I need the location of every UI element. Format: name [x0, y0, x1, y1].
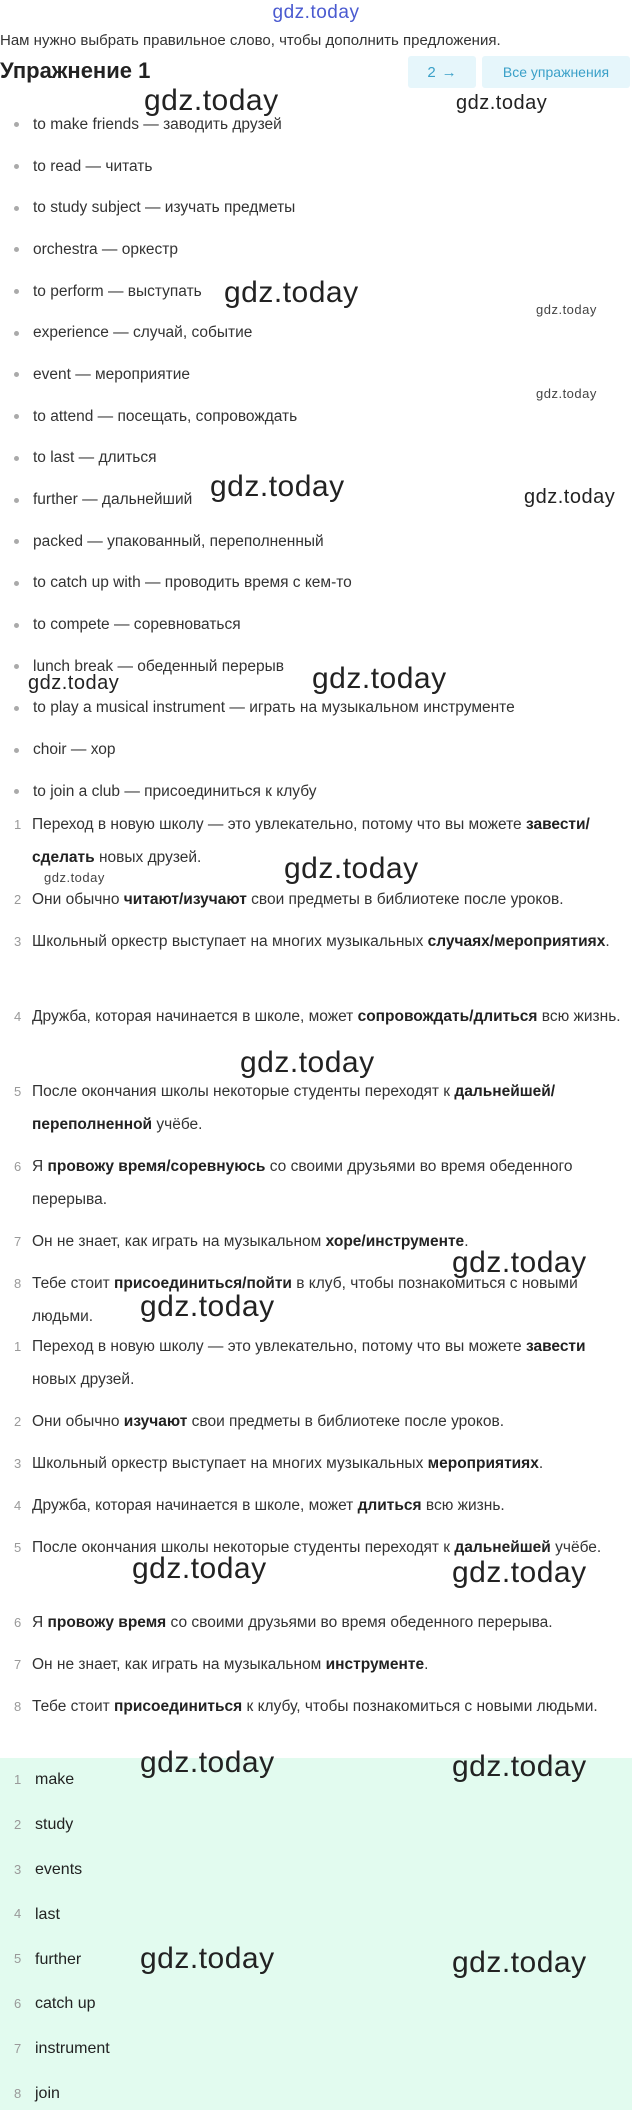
watermark: gdz.today: [132, 1552, 267, 1585]
list-item: [0, 187, 632, 229]
sentence-row: 7 Он не знает, как играть на музыкальном хоре/инструменте.: [0, 1225, 632, 1267]
watermark: gdz.today: [536, 386, 597, 401]
list-item: [0, 729, 632, 771]
exercise-header: [0, 56, 632, 90]
vocab-text: to join a club — присоединиться к клубу: [33, 782, 317, 800]
watermark: gdz.today: [452, 1556, 587, 1589]
answers-panel: [0, 1758, 632, 2110]
sentence-row: 3 Школьный оркестр выступает на многих музыкальных мероприятиях.: [0, 1447, 632, 1489]
key-word: провожу время: [47, 1614, 167, 1631]
item-number: 8: [14, 2085, 22, 2101]
watermark: gdz.today: [452, 1946, 587, 1979]
item-number: 4: [14, 1498, 22, 1513]
bullet-icon: [14, 456, 19, 461]
answer-row: [0, 1803, 632, 1848]
key-word: длиться: [357, 1497, 422, 1514]
sentence-row: 4 Дружба, которая начинается в школе, может длиться всю жизнь.: [0, 1489, 632, 1531]
key-word: дальнейшей: [454, 1539, 551, 1556]
sentence-row: 7 Он не знает, как играть на музыкальном инструменте.: [0, 1648, 632, 1690]
bullet-icon: [14, 289, 19, 294]
watermark: gdz.today: [536, 302, 597, 317]
item-number: 7: [14, 2040, 22, 2056]
key-word: сопровождать/длиться: [357, 1008, 538, 1025]
bullet-icon: [14, 122, 19, 127]
answer-text: study: [35, 1816, 74, 1834]
item-number: 6: [14, 1615, 22, 1630]
page-title: Упражнение 1: [0, 58, 151, 83]
answer-row: [0, 1848, 632, 1893]
watermark: gdz.today: [44, 870, 105, 885]
bullet-icon: [14, 748, 19, 753]
vocabulary-list: [0, 104, 632, 813]
next-exercise-label: 2: [427, 63, 436, 81]
item-number: 2: [14, 892, 22, 907]
watermark: gdz.today: [452, 1750, 587, 1783]
bullet-icon: [14, 247, 19, 252]
bullet-icon: [14, 623, 19, 628]
watermark: gdz.today: [140, 1290, 275, 1323]
bullet-icon: [14, 164, 19, 169]
item-number: 7: [14, 1657, 22, 1672]
key-word: завести: [525, 1338, 586, 1355]
bullet-icon: [14, 498, 19, 503]
key-word: мероприятиях: [427, 1455, 539, 1472]
arrow-right-icon: →: [441, 63, 457, 81]
answer-row: [0, 2072, 632, 2116]
list-item: [0, 563, 632, 605]
watermark: gdz.today: [140, 1746, 275, 1779]
sentence-row: 2 Они обычно изучают свои предметы в библиотеке после уроков.: [0, 1405, 632, 1447]
watermark: gdz.today: [524, 486, 616, 508]
sentence-row: 2 Они обычно читают/изучают свои предметы в библиотеке после уроков.: [0, 883, 632, 925]
task-intro: Нам нужно выбрать правильное слово, чтобы дополнить предложения.: [0, 32, 501, 49]
key-word: присоединиться/пойти: [114, 1275, 292, 1292]
item-number: 3: [14, 1456, 22, 1471]
item-number: 3: [14, 934, 22, 949]
item-number: 1: [14, 817, 22, 832]
bullet-icon: [14, 206, 19, 211]
site-logo[interactable]: gdz.today: [272, 2, 360, 23]
answer-text: join: [35, 2084, 60, 2102]
vocab-text: further — дальнейший: [33, 491, 193, 509]
item-number: 8: [14, 1276, 22, 1291]
vocab-text: experience — случай, событие: [33, 324, 253, 342]
vocab-text: to read — читать: [33, 157, 153, 175]
item-number: 3: [14, 1861, 22, 1877]
next-exercise-button[interactable]: [408, 56, 476, 88]
key-word: дальнейшей/переполненной: [32, 1083, 556, 1133]
item-number: 2: [14, 1816, 22, 1832]
vocab-text: to perform — выступать: [33, 282, 202, 300]
vocab-text: to attend — посещать, сопровождать: [33, 407, 298, 425]
item-number: 1: [14, 1339, 22, 1354]
vocab-text: choir — хор: [33, 741, 116, 759]
sentence-row: 1 Переход в новую школу — это увлекательно, потому что вы можете завести/сделать новых друзей.: [0, 808, 632, 883]
answer-row: [0, 2027, 632, 2072]
answer-text: events: [35, 1860, 83, 1878]
bullet-icon: [14, 372, 19, 377]
answer-row: [0, 1892, 632, 1937]
sentence-row: 3 Школьный оркестр выступает на многих музыкальных случаях/мероприятиях.: [0, 925, 632, 1000]
key-word: завести/сделать: [32, 816, 590, 866]
sentence-row: 5 После окончания школы некоторые студенты переходят к дальнейшей/переполненной учёбе.: [0, 1075, 632, 1150]
vocab-text: event — мероприятие: [33, 365, 190, 383]
list-item: [0, 396, 632, 438]
sentence-row: 5 После окончания школы некоторые студенты переходят к дальнейшей учёбе.: [0, 1531, 632, 1606]
watermark: gdz.today: [224, 276, 359, 309]
bullet-icon: [14, 331, 19, 336]
bullet-icon: [14, 789, 19, 794]
item-number: 5: [14, 1084, 22, 1099]
all-exercises-button[interactable]: Все упражнения: [482, 56, 630, 88]
watermark: gdz.today: [140, 1942, 275, 1975]
answer-text: catch up: [35, 1995, 96, 2013]
item-number: 6: [14, 1995, 22, 2011]
watermark: gdz.today: [312, 662, 447, 695]
key-word: изучают: [123, 1413, 188, 1430]
sentence-row: 6 Я провожу время/соревнуюсь со своими друзьями во время обеденного перерыва.: [0, 1150, 632, 1225]
answer-row: [0, 1982, 632, 2027]
answer-text: last: [35, 1905, 60, 1923]
watermark: gdz.today: [144, 84, 279, 117]
vocab-text: to play a musical instrument — играть на музыкальном инструменте: [33, 699, 515, 717]
vocab-text: lunch break — обеденный перерыв: [33, 657, 284, 675]
item-number: 7: [14, 1234, 22, 1249]
bullet-icon: [14, 706, 19, 711]
watermark: gdz.today: [456, 92, 548, 114]
vocab-text: to study subject — изучать предметы: [33, 199, 296, 217]
list-item: [0, 771, 632, 813]
bullet-icon: [14, 539, 19, 544]
sentence-row: 4 Дружба, которая начинается в школе, может сопровождать/длиться всю жизнь.: [0, 1000, 632, 1075]
item-number: 4: [14, 1906, 22, 1922]
key-word: провожу время/соревнуюсь: [47, 1158, 266, 1175]
key-word: случаях/мероприятиях: [427, 933, 606, 950]
key-word: читают/изучают: [123, 891, 247, 908]
key-word: инструменте: [325, 1656, 425, 1673]
list-item: [0, 146, 632, 188]
list-item: [0, 604, 632, 646]
answer-text: further: [35, 1950, 82, 1968]
item-number: 5: [14, 1951, 22, 1967]
bullet-icon: [14, 414, 19, 419]
watermark: gdz.today: [28, 672, 120, 694]
item-number: 1: [14, 1772, 22, 1787]
answer-text: instrument: [35, 2040, 110, 2058]
watermark: gdz.today: [452, 1246, 587, 1279]
item-number: 2: [14, 1414, 22, 1429]
item-number: 6: [14, 1159, 22, 1174]
list-item: [0, 312, 632, 354]
list-item: [0, 229, 632, 271]
vocab-text: to compete — соревноваться: [33, 616, 241, 634]
key-word: присоединиться: [114, 1698, 243, 1715]
vocab-text: to last — длиться: [33, 449, 157, 467]
bullet-icon: [14, 581, 19, 586]
bullet-icon: [14, 664, 19, 669]
item-number: 4: [14, 1009, 22, 1024]
vocab-text: to catch up with — проводить время с кем-то: [33, 574, 352, 592]
watermark: gdz.today: [284, 852, 419, 885]
watermark: gdz.today: [240, 1046, 375, 1079]
vocab-text: packed — упакованный, переполненный: [33, 532, 324, 550]
sentence-row: 8 Тебе стоит присоединиться к клубу, чтобы познакомиться с новыми людьми.: [0, 1690, 632, 1765]
sentence-row: 1 Переход в новую школу — это увлекательно, потому что вы можете завести новых друзей.: [0, 1330, 632, 1405]
completed-sentences-list: [0, 1330, 632, 1765]
item-number: 5: [14, 1540, 22, 1555]
watermark: gdz.today: [210, 470, 345, 503]
sentence-row: 8 Тебе стоит присоединиться/пойти в клуб, чтобы познакомиться с новыми людьми.: [0, 1267, 632, 1342]
vocab-text: to make friends — заводить друзей: [33, 115, 282, 133]
key-word: хоре/инструменте: [325, 1233, 465, 1250]
sentence-row: 6 Я провожу время со своими друзьями во время обеденного перерыва.: [0, 1606, 632, 1648]
answer-text: make: [35, 1771, 75, 1789]
vocab-text: orchestra — оркестр: [33, 240, 179, 258]
list-item: [0, 521, 632, 563]
item-number: 8: [14, 1699, 22, 1714]
